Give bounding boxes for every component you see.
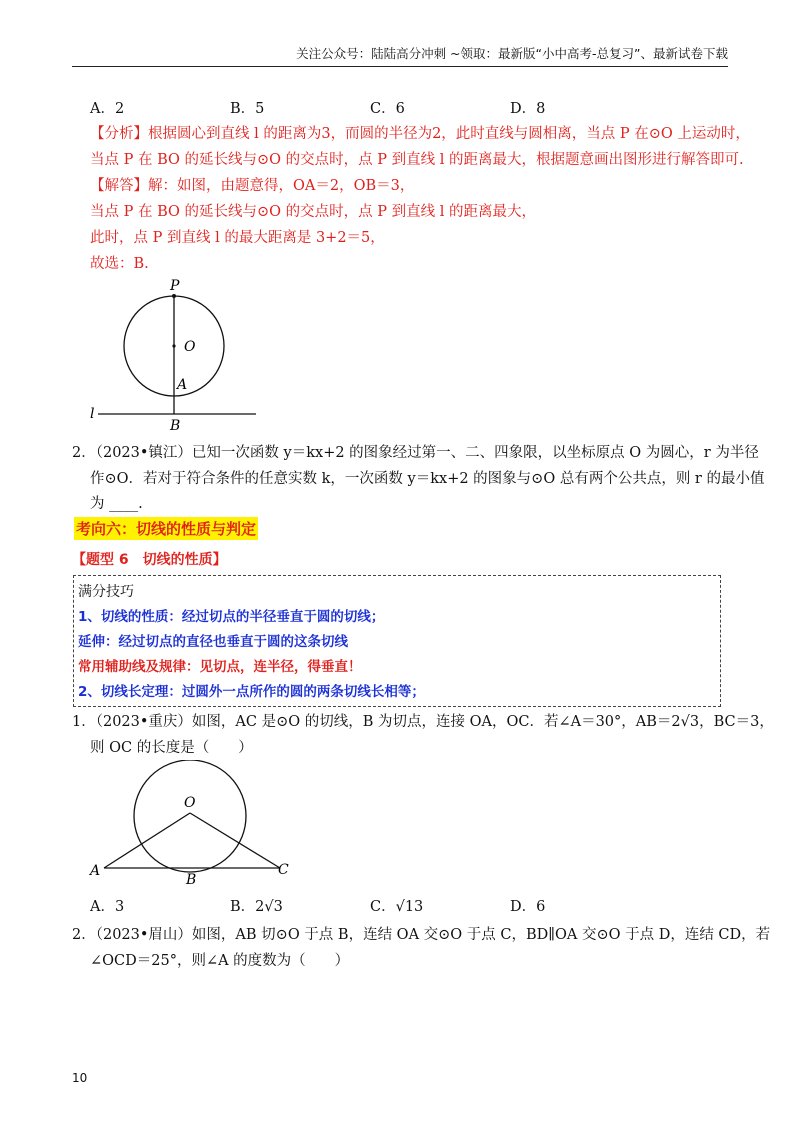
option-c: C．√13 [370, 899, 424, 915]
segment-oc [190, 813, 280, 868]
option-a: A．3 [90, 899, 125, 915]
label-b: B [170, 418, 181, 434]
tip-line: 常用辅助线及规律：见切点，连半径，得垂直！ [78, 659, 362, 675]
analysis-line: 【分析】根据圆心到直线 l 的距离为3，而圆的半径为2，此时直线与圆相离，当点 P 在⊙O 上运动时， [90, 126, 750, 142]
figure-circle-line [80, 272, 280, 436]
option-d: D．8 [510, 101, 546, 117]
label-c: C [278, 862, 289, 878]
answer-line: 此时，点 P 到直线 l 的最大距离是 3+2＝5， [90, 230, 385, 246]
answer-line: 故选：B. [90, 256, 149, 272]
question-text: 为 ____. [90, 496, 143, 512]
figure-tangent [84, 760, 304, 888]
answer-line: 当点 P 在 BO 的延长线与⊙O 的交点时，点 P 到直线 l 的距离最大， [90, 204, 536, 220]
point-p [172, 294, 176, 298]
label-o: O [184, 339, 196, 355]
label-p: P [170, 278, 180, 294]
question-text: 1．（2023•重庆）如图，AC 是⊙O 的切线，B 为切点，连接 OA，OC．若∠A＝30°，AB＝2√3，BC＝3， [72, 714, 774, 730]
analysis-line: 当点 P 在 BO 的延长线与⊙O 的交点时，点 P 到直线 l 的距离最大，根据题意画出图形进行解答即可. [90, 152, 744, 168]
tip-line: 2、切线长定理：过圆外一点所作的圆的两条切线长相等； [78, 684, 425, 700]
question-text: 2．（2023•镇江）已知一次函数 y＝kx+2 的图象经过第一、二、四象限，以坐标原点 O 为圆心，r 为半径 [72, 445, 759, 461]
page-number: 10 [72, 1071, 88, 1085]
tips-title: 满分技巧 [78, 584, 134, 600]
label-b: B [186, 872, 197, 888]
option-a: A．2 [90, 101, 125, 117]
option-d: D．6 [510, 899, 546, 915]
circle-o [134, 760, 246, 872]
type-title: 【题型 6 切线的性质】 [72, 552, 227, 568]
question-text: 则 OC 的长度是（ ） [90, 740, 253, 756]
label-o: O [184, 795, 196, 811]
question-text: 2．（2023•眉山）如图，AB 切⊙O 于点 B，连结 OA 交⊙O 于点 C，BD∥OA 交⊙O 于点 D，连结 CD，若 [72, 927, 771, 943]
label-a: A [177, 377, 188, 393]
segment-oa [104, 813, 190, 868]
label-a: A [90, 863, 101, 879]
option-c: C．6 [370, 101, 405, 117]
label-l: l [90, 406, 95, 422]
option-b: B．5 [230, 101, 265, 117]
tip-line: 延伸：经过切点的直径也垂直于圆的这条切线 [78, 634, 348, 650]
answer-line: 【解答】解：如图，由题意得，OA＝2，OB＝3， [90, 178, 415, 194]
point-o [172, 344, 175, 347]
question-text: 作⊙O．若对于符合条件的任意实数 k，一次函数 y＝kx+2 的图象与⊙O 总有两个公共点，则 r 的最小值 [90, 471, 765, 487]
section-title: 考向六：切线的性质与判定 [74, 517, 258, 540]
tip-line: 1、切线的性质：经过切点的半径垂直于圆的切线； [78, 609, 385, 625]
question-text: ∠OCD＝25°，则∠A 的度数为（ ） [90, 953, 350, 969]
page-header: 关注公众号：陆陆高分冲刺 ~领取：最新版“小中高考-总复习”、最新试卷下载 [72, 44, 728, 67]
option-b: B．2√3 [230, 899, 283, 915]
